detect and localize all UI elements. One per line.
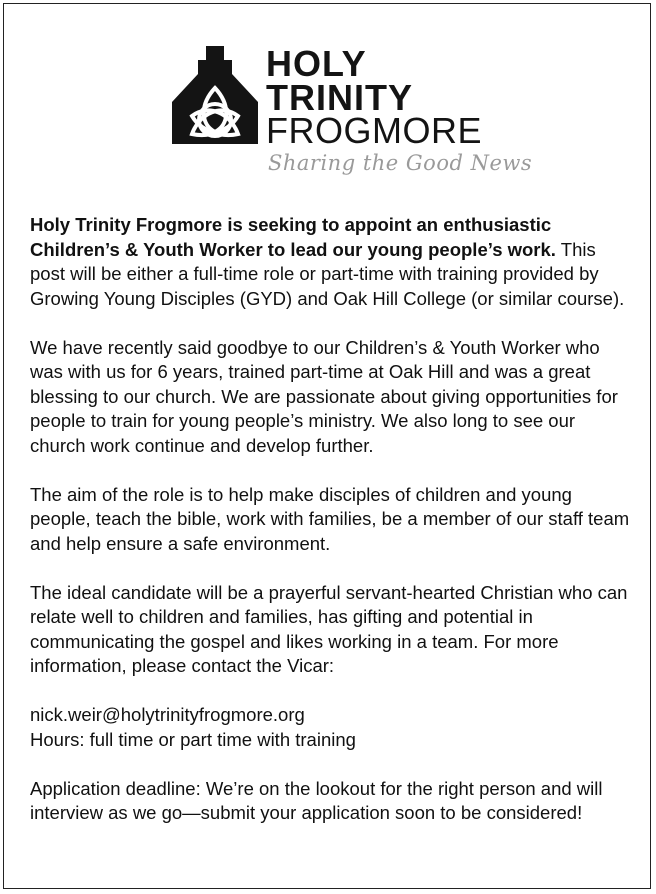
intro-paragraph (30, 213, 630, 311)
logo-word-holy: HOLY (266, 43, 367, 84)
logo-tagline: Sharing the Good News (268, 151, 533, 175)
logo-word-trinity: TRINITY (266, 77, 413, 118)
role-aim-paragraph: The aim of the role is to help make disciples of children and young people, teach the bible, work with families, be a member of our staff team and help ensure a safe environment. (30, 483, 630, 554)
intro-body: This post will be either a full-time role or part-time with training provided by Growing Young Disciples (GYD) and Oak Hill College (or similar course). (30, 238, 625, 309)
advert-body (30, 213, 630, 850)
intro-lead: Holy Trinity Frogmore is seeking to appoint an enthusiastic Children’s & Youth Worker to lead our young people’s work. (30, 214, 556, 260)
logo-word-frogmore: FROGMORE (266, 110, 482, 151)
deadline-paragraph: Application deadline: We’re on the lookout for the right person and will interview as we go—submit your application soon to be considered! (30, 777, 603, 823)
candidate-paragraph: The ideal candidate will be a prayerful servant-hearted Christian who can relate well to children and families, has gifting and potential in communicating the gospel and likes working in a team. For more information, please contact the Vicar: (30, 581, 628, 676)
contact-email[interactable]: nick.weir@holytrinityfrogmore.org (30, 704, 305, 725)
contact-hours: Hours: full time or part time with training (30, 728, 356, 750)
church-logo (170, 40, 533, 185)
background-paragraph: We have recently said goodbye to our Children’s & Youth Worker who was with us for 6 years, trained part-time at Oak Hill and was a great blessing to our church. We are passionate about giving opportunities for people to train for young people’s ministry. We also long to see our church work continue and develop further. (30, 336, 618, 456)
contact-block (30, 703, 630, 752)
church-trinity-knot-icon (170, 44, 260, 144)
